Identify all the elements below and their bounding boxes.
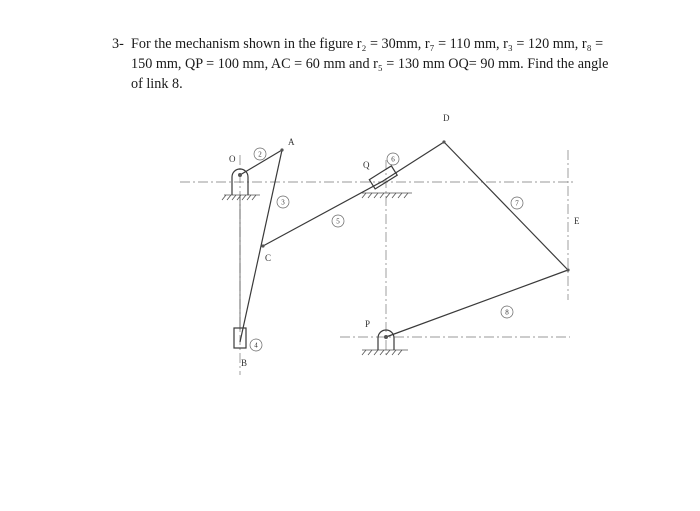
joint-a [280,148,283,151]
link-number-6: 6 [391,155,395,164]
link-3-connecting-rod [240,150,282,342]
link-number-5: 5 [336,217,340,226]
problem-text-line-2: 150 mm, QP = 100 mm, AC = 60 mm and r₅ = 130 mm OQ= 90 mm. Find the angle [131,56,609,72]
slider-q-block [369,166,397,189]
label-b: B [241,358,248,368]
link-number-8: 8 [505,308,509,317]
joint-d [442,140,445,143]
problem-number: 3- [112,36,124,52]
link-8 [386,270,568,337]
link-7-d-to-e [444,142,568,270]
problem-text-line-3: of link 8. [131,76,183,92]
label-q: Q [363,160,370,170]
ground-o-hatch [222,195,256,200]
joint-e [566,268,569,271]
problem-text-line-1: For the mechanism shown in the figure r₂ = 30mm, r₇ = 110 mm, r₃ = 120 mm, r₈ = [131,36,604,52]
ground-q-hatch [362,193,408,198]
mechanism-links [234,142,568,348]
link-number-2: 2 [258,150,262,159]
label-e: E [574,216,580,226]
label-a: A [288,137,295,147]
joint-o [238,173,242,177]
ground-supports [222,169,412,355]
joint-dots [238,140,570,339]
link-number-7: 7 [515,199,519,208]
label-o: O [229,154,236,164]
label-c: C [265,253,272,263]
ground-p-hatch [362,350,402,355]
label-p: P [365,319,371,329]
joint-c [261,244,264,247]
link-number-4: 4 [254,341,258,350]
joint-p [384,335,388,339]
link-number-3: 3 [281,198,285,207]
label-d: D [443,113,450,123]
link-5 [263,181,383,246]
